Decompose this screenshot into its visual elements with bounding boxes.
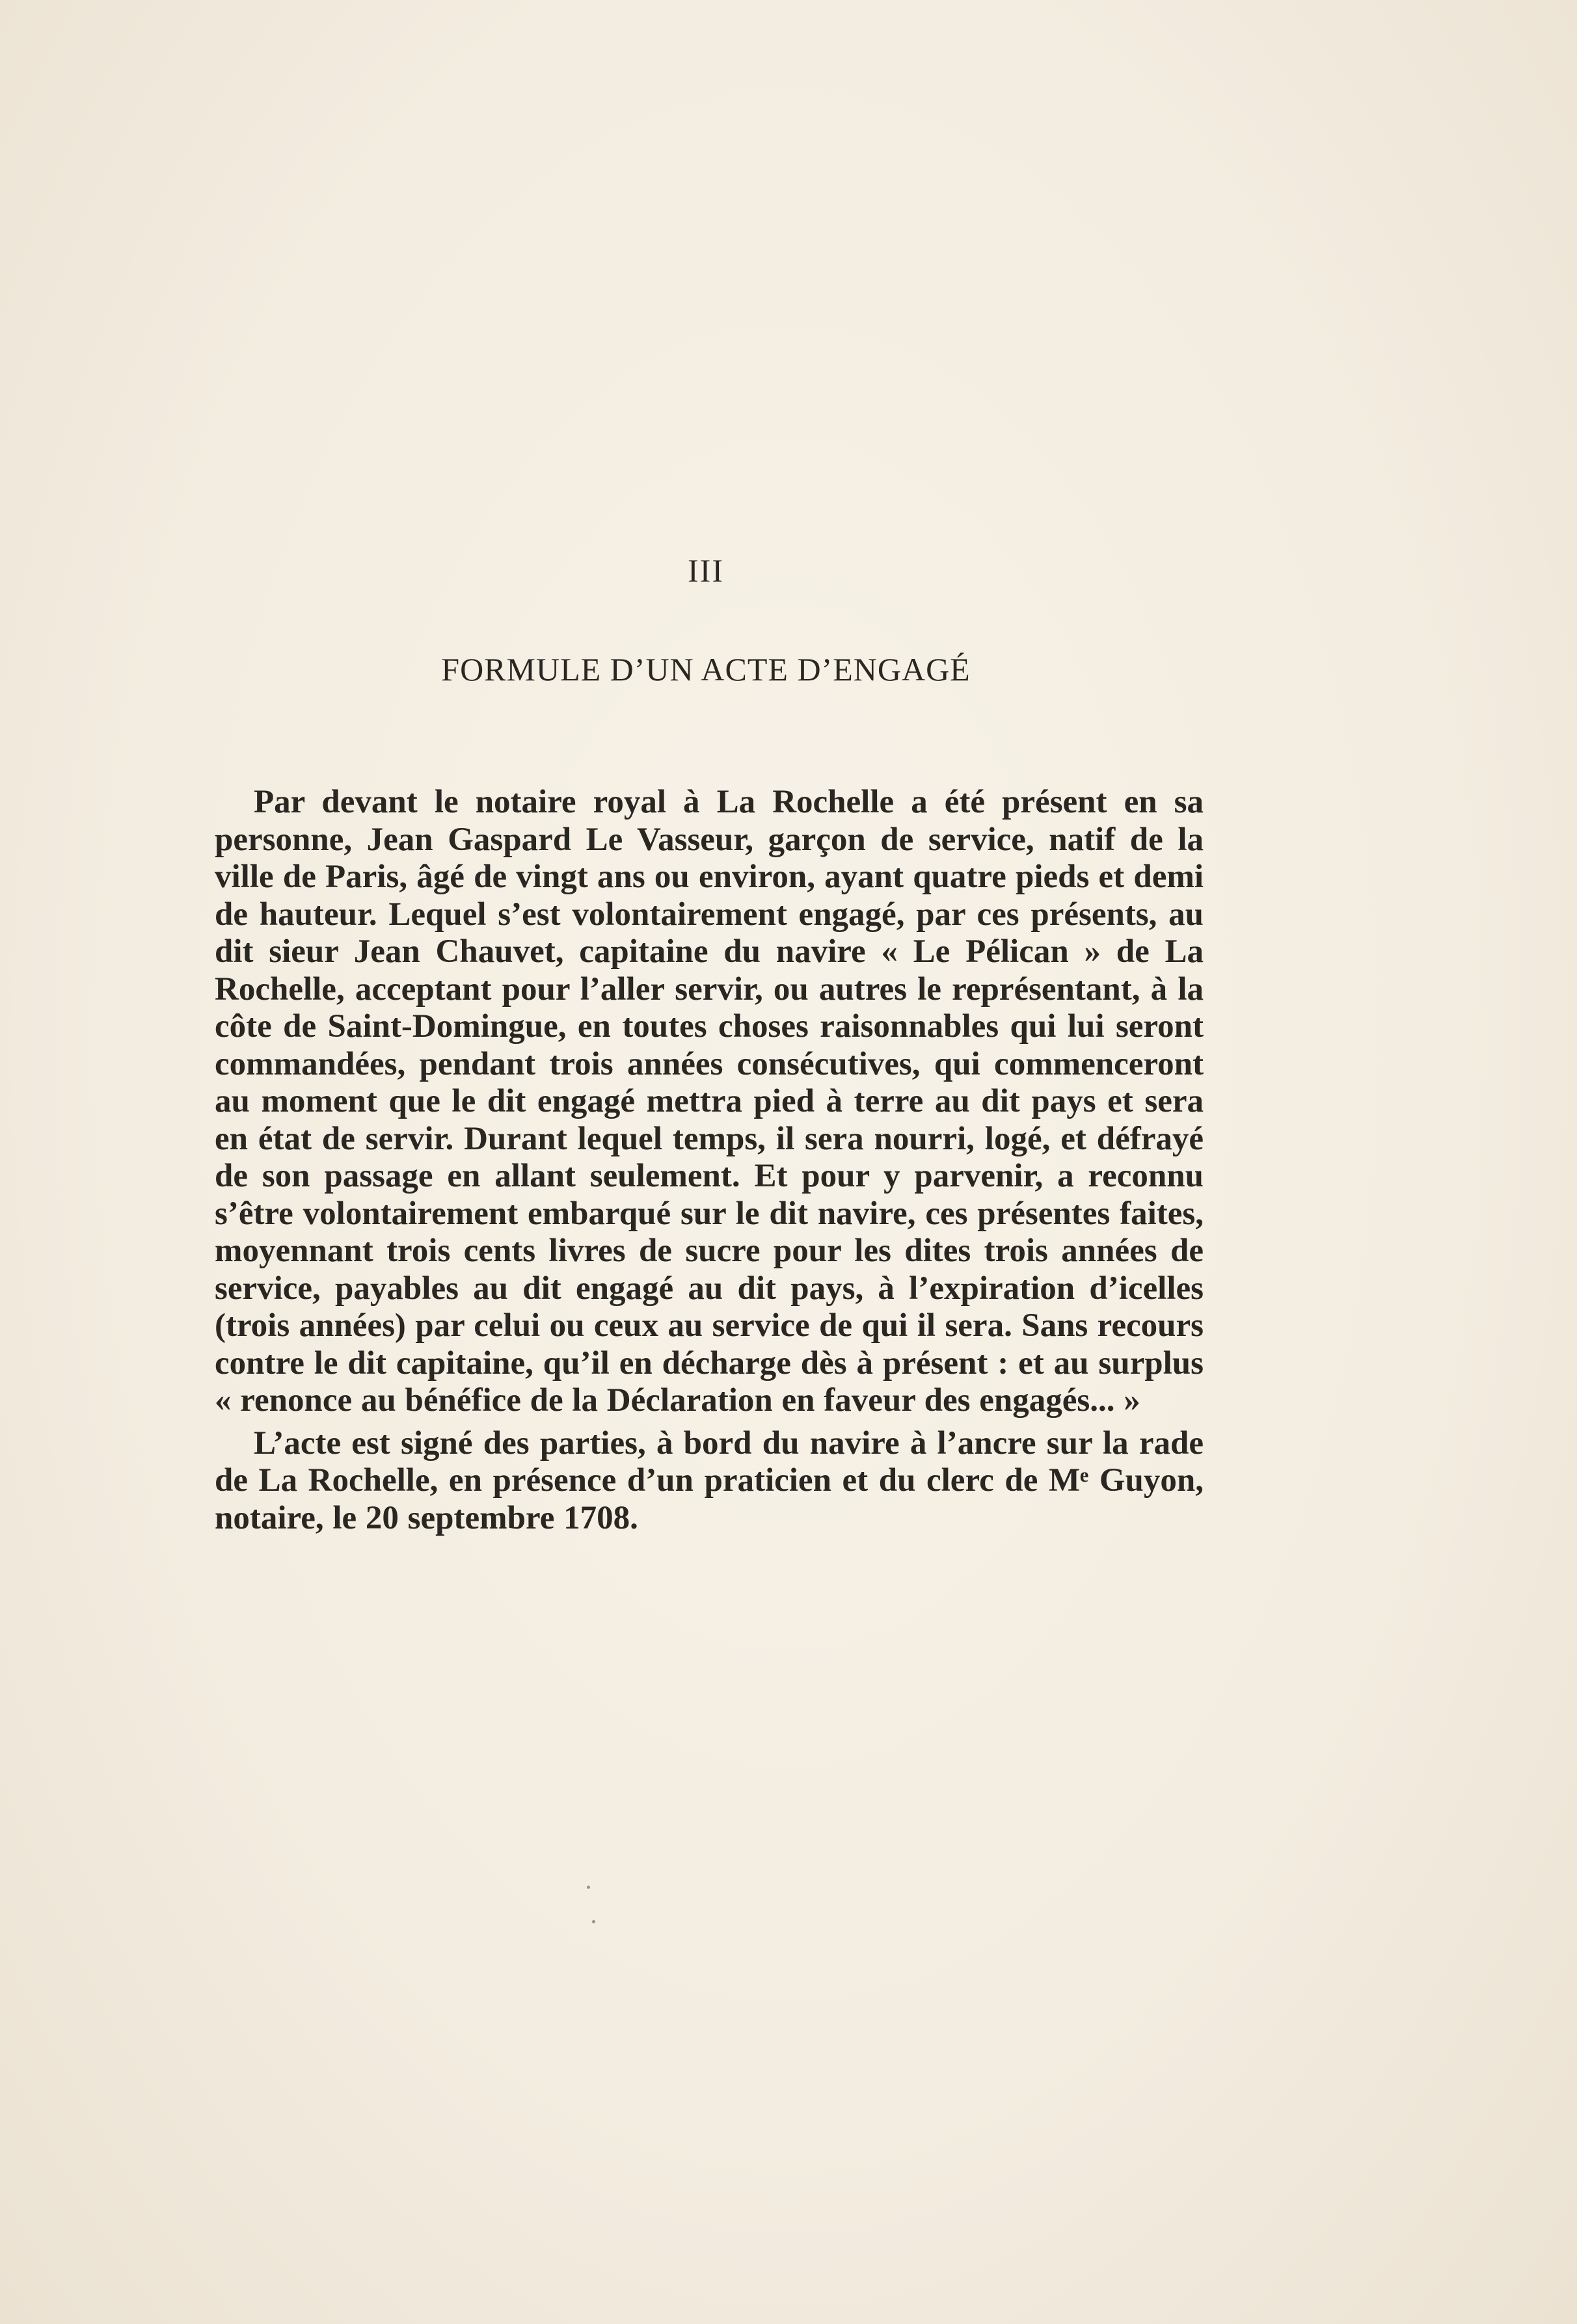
chapter-title: FORMULE D’UN ACTE D’ENGAGÉ [441,651,971,688]
paragraph-engagement-deed: Par devant le notaire royal à La Rochelle a été présent en sa personne, Jean Gaspard Le Vasseur, garçon de service, natif de la ville de Paris, âgé de vingt ans ou environ, ayant quatre pieds et demi de hauteur. Lequel s’est volontairement engagé, par ces présents, au dit sieur Jean Chauvet, capitaine du navire « Le Pélican » de La Rochelle, acceptant pour l’aller servir, ou autres le représentant, à la côte de Saint-Domingue, en toutes choses raisonnables qui lui seront commandées, pendant trois années consécutives, qui commenceront au moment que le dit engagé mettra pied à terre au dit pays et sera en état de servir. Durant lequel temps, il sera nourri, logé, et défrayé de son passage en allant seulement. Et pour y parvenir, a reconnu s’être volontairement embarqué sur le dit navire, ces présentes faites, moyennant trois cents livres de sucre pour les dites trois années de service, payables au dit engagé au dit pays, à l’expiration d’icelles (trois années) par celui ou ceux au service de qui il sera. Sans recours contre le dit capitaine, qu’il en décharge dès à présent : et au surplus « renonce au bénéfice de la Déclaration en faveur des engagés... » [215,784,1204,1419]
paper-speck [587,1886,590,1889]
body-text [215,784,1204,1537]
chapter-number: III [688,552,724,589]
paragraph-signature-note: L’acte est signé des parties, à bord du navire à l’ancre sur la rade de La Rochelle, en présence d’un praticien et du clerc de Mᵉ Guyon, notaire, le 20 septembre 1708. [215,1424,1204,1536]
paper-speck [592,1920,595,1923]
